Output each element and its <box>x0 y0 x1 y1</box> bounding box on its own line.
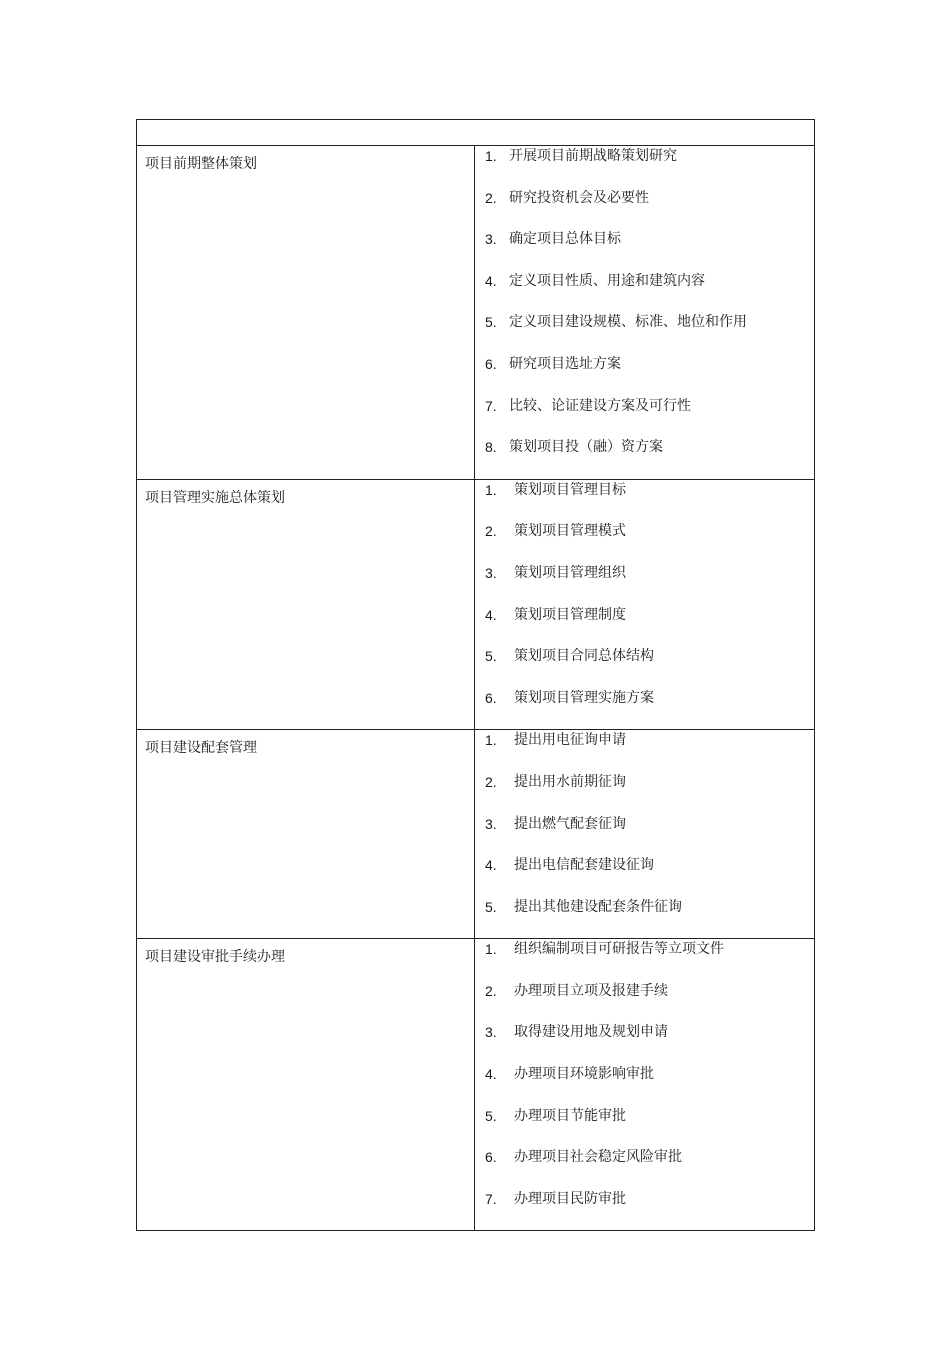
category-cell: 项目建设配套管理 <box>137 730 475 939</box>
item-number: 7. <box>485 1190 497 1207</box>
item-text: 提出电信配套建设征询 <box>514 857 654 874</box>
item-text: 取得建设用地及规划申请 <box>514 1024 668 1041</box>
list-item <box>485 521 814 563</box>
item-number: 4. <box>485 1066 497 1083</box>
item-number: 3. <box>485 564 497 581</box>
item-number: 5. <box>485 648 497 665</box>
item-text: 定义项目建设规模、标准、地位和作用 <box>509 314 747 331</box>
list-item <box>485 312 814 354</box>
list-item <box>485 1147 814 1189</box>
item-number: 8. <box>485 439 497 456</box>
table-header-row <box>137 120 815 146</box>
item-text: 办理项目节能审批 <box>514 1107 626 1124</box>
item-text: 提出用电征询申请 <box>514 732 626 749</box>
table-row <box>137 730 815 939</box>
list-item <box>485 605 814 647</box>
item-number: 5. <box>485 898 497 915</box>
list-item <box>485 772 814 814</box>
item-text: 策划项目管理制度 <box>514 606 626 623</box>
list-item <box>485 1022 814 1064</box>
item-text: 策划项目管理组织 <box>514 564 626 581</box>
table-row <box>137 479 815 730</box>
item-text: 开展项目前期战略策划研究 <box>509 148 677 164</box>
list-item <box>485 480 814 522</box>
item-text: 提出其他建设配套条件征询 <box>514 898 682 915</box>
list-item <box>485 229 814 271</box>
table-header-cell <box>137 120 815 146</box>
list-item <box>485 1064 814 1106</box>
list-item <box>485 396 814 438</box>
item-number: 1. <box>485 148 497 164</box>
planning-table <box>136 119 815 1231</box>
item-number: 6. <box>485 689 497 706</box>
category-cell: 项目建设审批手续办理 <box>137 939 475 1231</box>
item-number: 7. <box>485 397 497 414</box>
item-text: 办理项目社会稳定风险审批 <box>514 1149 682 1166</box>
list-item <box>485 354 814 396</box>
list-item <box>485 981 814 1023</box>
item-text: 策划项目管理实施方案 <box>514 689 654 706</box>
item-number: 6. <box>485 355 497 372</box>
item-text: 办理项目民防审批 <box>514 1190 626 1207</box>
item-text: 办理项目立项及报建手续 <box>514 982 668 999</box>
item-text: 研究投资机会及必要性 <box>509 189 649 206</box>
item-text: 策划项目管理目标 <box>514 481 626 498</box>
item-text: 策划项目合同总体结构 <box>514 648 654 665</box>
item-text: 比较、论证建设方案及可行性 <box>509 397 691 414</box>
item-text: 提出燃气配套征询 <box>514 815 626 832</box>
item-number: 2. <box>485 773 497 790</box>
item-text: 确定项目总体目标 <box>509 231 621 248</box>
item-number: 4. <box>485 272 497 289</box>
item-text: 策划项目管理模式 <box>514 523 626 540</box>
list-item <box>485 437 814 479</box>
items-cell <box>475 146 815 480</box>
list-item <box>485 1189 814 1231</box>
category-cell: 项目管理实施总体策划 <box>137 479 475 730</box>
item-number: 1. <box>485 481 497 498</box>
item-number: 3. <box>485 231 497 248</box>
item-number: 3. <box>485 1024 497 1041</box>
item-text: 研究项目选址方案 <box>509 355 621 372</box>
list-item <box>485 646 814 688</box>
item-number: 1. <box>485 941 497 958</box>
item-number: 6. <box>485 1149 497 1166</box>
item-number: 5. <box>485 1107 497 1124</box>
list-item <box>485 855 814 897</box>
item-number: 1. <box>485 732 497 749</box>
item-text: 组织编制项目可研报告等立项文件 <box>514 941 724 958</box>
list-item <box>485 1106 814 1148</box>
items-cell <box>475 730 815 939</box>
item-text: 策划项目投（融）资方案 <box>509 439 663 456</box>
item-number: 2. <box>485 189 497 206</box>
item-number: 2. <box>485 523 497 540</box>
items-cell <box>475 939 815 1231</box>
category-cell: 项目前期整体策划 <box>137 146 475 480</box>
item-text: 提出用水前期征询 <box>514 773 626 790</box>
table-row <box>137 146 815 480</box>
list-item <box>485 188 814 230</box>
item-number: 2. <box>485 982 497 999</box>
table-body <box>137 120 815 1231</box>
list-item <box>485 271 814 313</box>
list-item <box>485 146 814 188</box>
list-item <box>485 939 814 981</box>
item-number: 4. <box>485 606 497 623</box>
list-item <box>485 730 814 772</box>
list-item <box>485 814 814 856</box>
item-text: 办理项目环境影响审批 <box>514 1066 654 1083</box>
list-item <box>485 563 814 605</box>
item-number: 3. <box>485 815 497 832</box>
item-number: 4. <box>485 857 497 874</box>
list-item <box>485 688 814 730</box>
table-row <box>137 939 815 1231</box>
item-text: 定义项目性质、用途和建筑内容 <box>509 272 705 289</box>
item-number: 5. <box>485 314 497 331</box>
items-cell <box>475 479 815 730</box>
list-item <box>485 897 814 939</box>
